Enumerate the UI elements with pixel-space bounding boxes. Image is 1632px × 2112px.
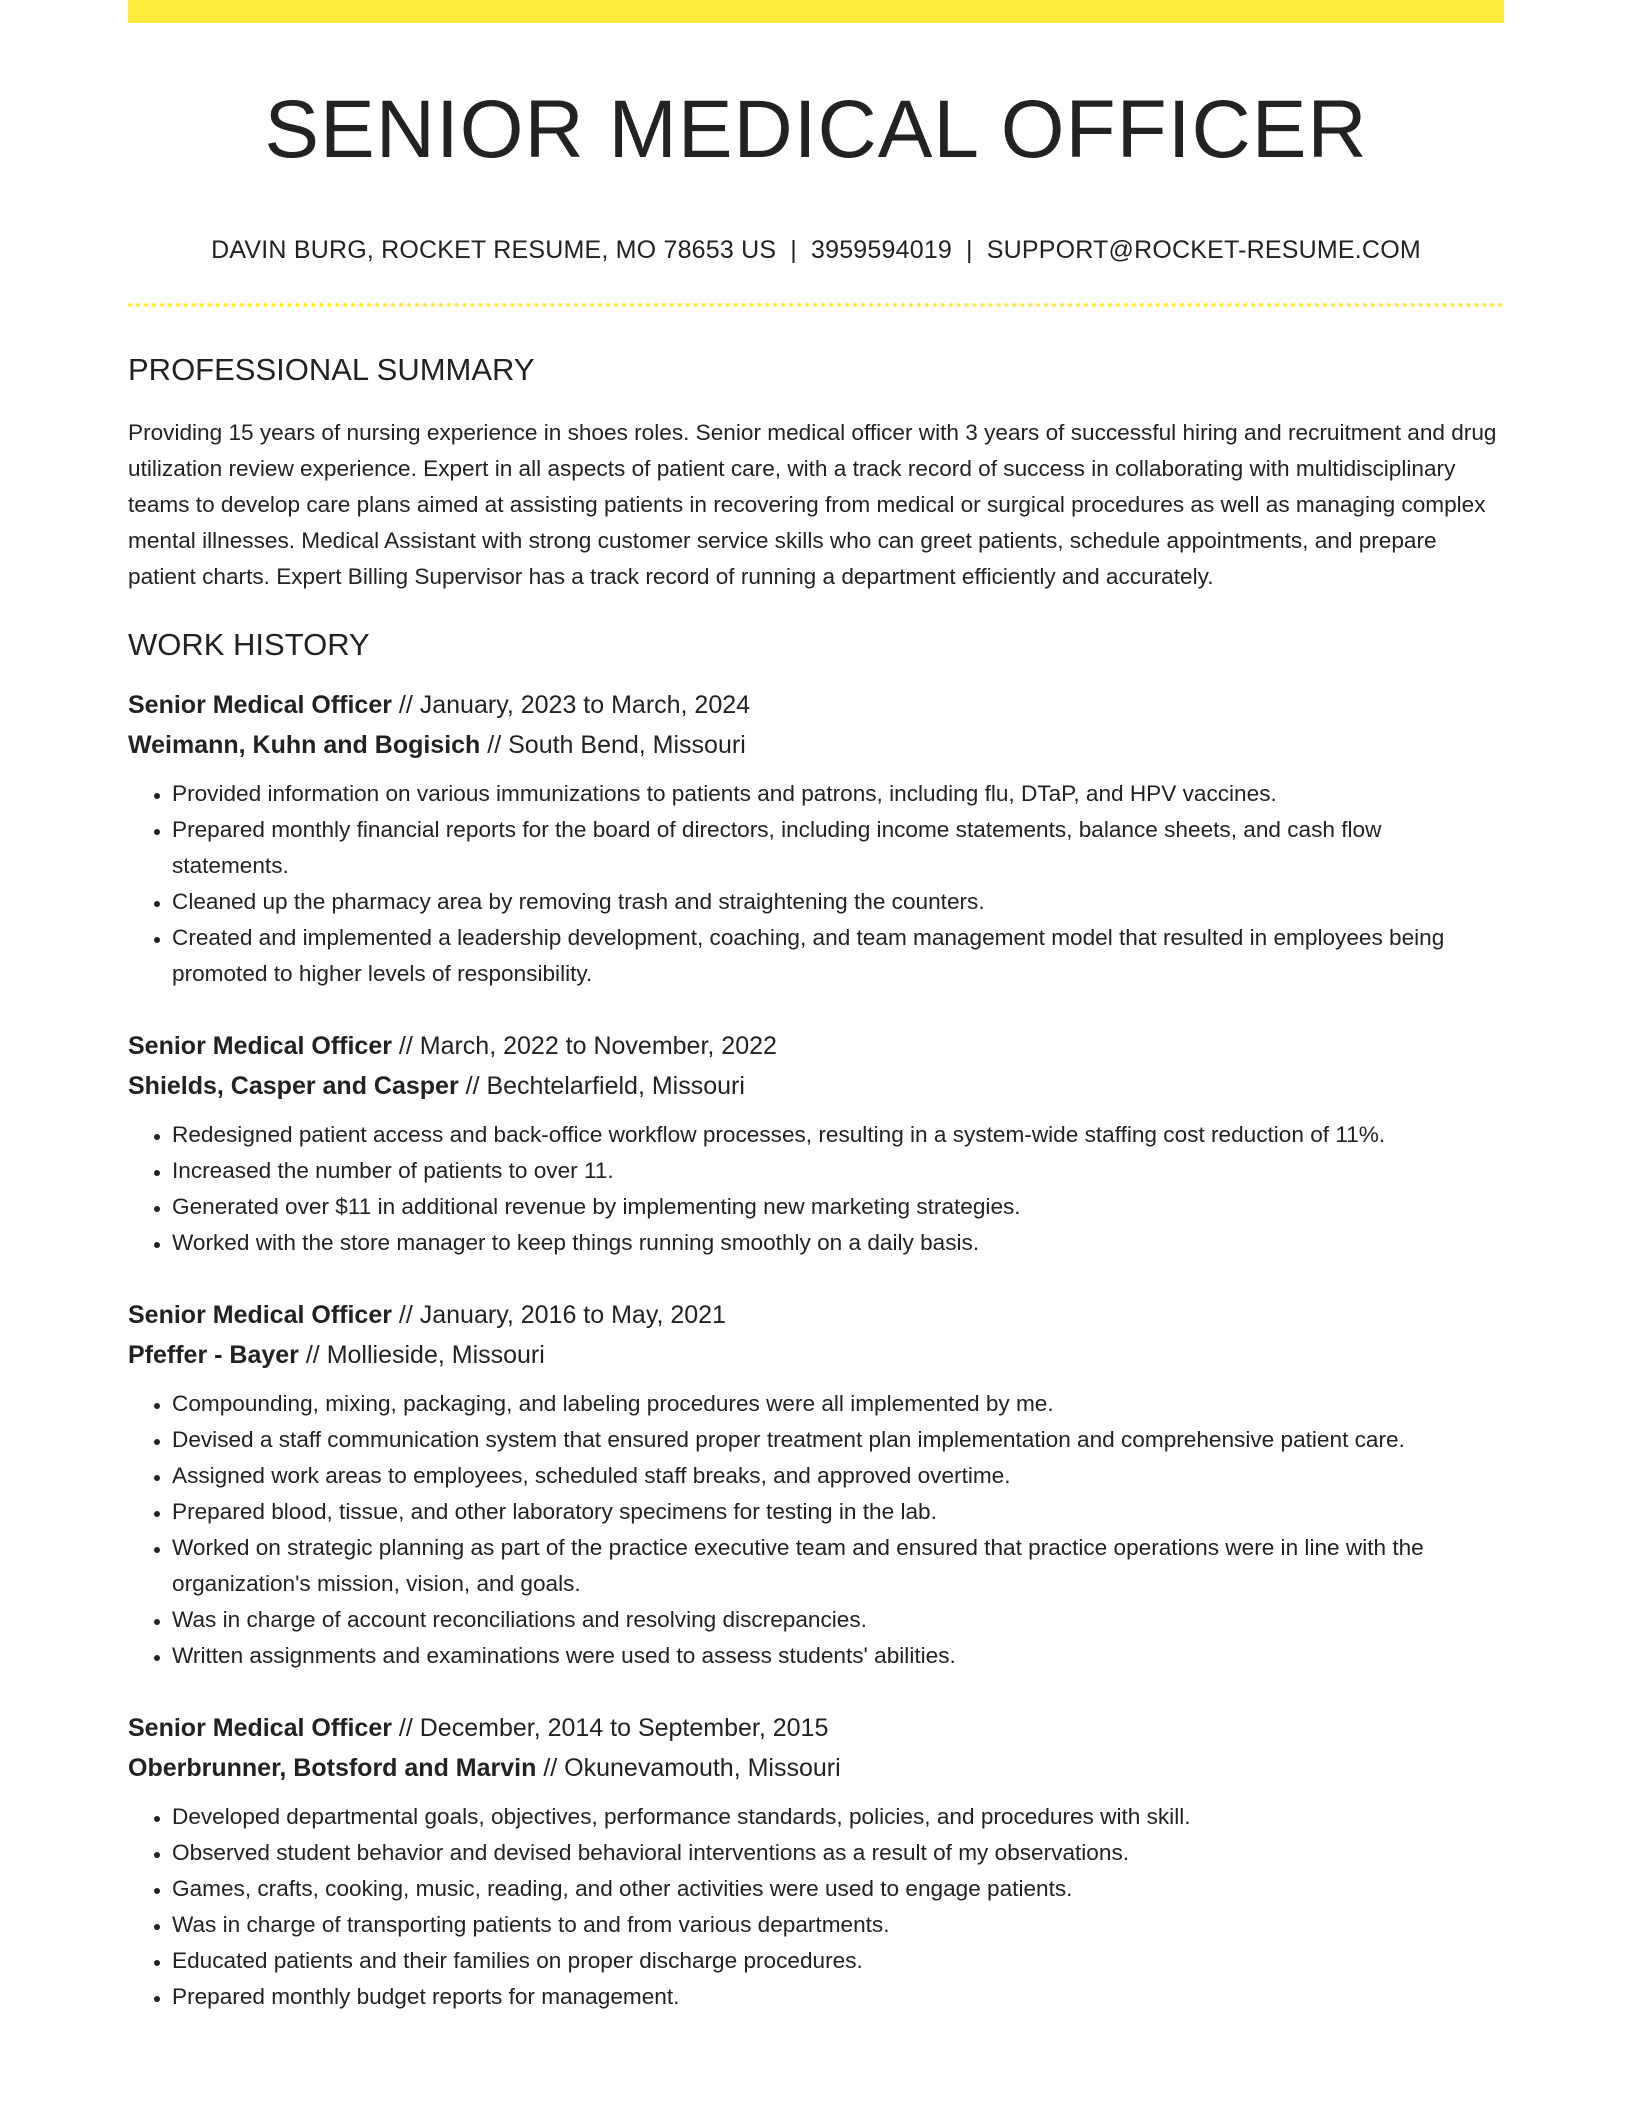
job-company-line	[128, 1335, 1504, 1375]
job-bullet-list	[128, 1386, 1504, 1674]
job-bullet: • Prepared monthly budget reports for management.	[172, 1979, 1504, 2015]
job-entry	[128, 1026, 1504, 1261]
job-title: Senior Medical Officer	[128, 1713, 392, 1742]
job-bullet: • Was in charge of account reconciliations and resolving discrepancies.	[172, 1602, 1504, 1638]
contact-separator: |	[790, 236, 797, 265]
job-title: Senior Medical Officer	[128, 690, 392, 719]
contact-separator: |	[966, 236, 973, 265]
job-bullet: • Redesigned patient access and back-office workflow processes, resulting in a system-wide staffing cost reduction of 11%.	[172, 1117, 1504, 1153]
job-company: Shields, Casper and Casper	[128, 1071, 459, 1100]
job-bullet: • Educated patients and their families on proper discharge procedures.	[172, 1943, 1504, 1979]
job-bullet: • Prepared blood, tissue, and other laboratory specimens for testing in the lab.	[172, 1494, 1504, 1530]
job-bullet: • Observed student behavior and devised behavioral interventions as a result of my observations.	[172, 1835, 1504, 1871]
job-dates: // January, 2023 to March, 2024	[391, 690, 751, 719]
job-bullet: • Generated over $11 in additional revenue by implementing new marketing strategies.	[172, 1189, 1504, 1225]
job-entry	[128, 1708, 1504, 2015]
work-history-list	[128, 685, 1504, 2015]
job-bullet: • Worked with the store manager to keep things running smoothly on a daily basis.	[172, 1225, 1504, 1261]
job-bullet: • Compounding, mixing, packaging, and labeling procedures were all implemented by me.	[172, 1386, 1504, 1422]
job-company: Pfeffer - Bayer	[128, 1340, 299, 1369]
job-bullet-list	[128, 776, 1504, 992]
job-bullet: • Created and implemented a leadership development, coaching, and team management model that resulted in employees being promoted to higher levels of responsibility.	[172, 920, 1504, 992]
job-dates: // January, 2016 to May, 2021	[391, 1300, 726, 1329]
job-bullet: • Games, crafts, cooking, music, reading, and other activities were used to engage patients.	[172, 1871, 1504, 1907]
job-bullet-list	[128, 1117, 1504, 1261]
job-bullet-list	[128, 1799, 1504, 2015]
job-company-line	[128, 725, 1504, 765]
job-location: // Bechtelarfield, Missouri	[458, 1071, 745, 1100]
job-location: // Mollieside, Missouri	[298, 1340, 545, 1369]
contact-line	[128, 235, 1504, 265]
job-bullet: • Was in charge of transporting patients to and from various departments.	[172, 1907, 1504, 1943]
job-company: Oberbrunner, Botsford and Marvin	[128, 1753, 537, 1782]
job-bullet: • Written assignments and examinations were used to assess students' abilities.	[172, 1638, 1504, 1674]
accent-top-bar	[128, 0, 1504, 23]
contact-address: DAVIN BURG, ROCKET RESUME, MO 78653 US	[211, 236, 777, 265]
job-entry	[128, 1295, 1504, 1674]
job-title-line	[128, 1026, 1504, 1066]
job-title: Senior Medical Officer	[128, 1031, 392, 1060]
job-bullet: • Provided information on various immunizations to patients and patrons, including flu, DTaP, and HPV vaccines.	[172, 776, 1504, 812]
resume-page	[128, 0, 1504, 2015]
dotted-divider	[128, 303, 1504, 307]
summary-text: Providing 15 years of nursing experience in shoes roles. Senior medical officer with 3 years of successful hiring and recruitment and drug utilization review experience. Expert in all aspects of patient care, with a track record of success in collaborating with multidisciplinary teams to develop care plans aimed at assisting patients in recovering from medical or surgical procedures as well as managing complex mental illnesses. Medical Assistant with strong customer service skills who can greet patients, schedule appointments, and prepare patient charts. Expert Billing Supervisor has a track record of running a department efficiently and accurately.	[128, 420, 1497, 590]
job-entry	[128, 685, 1504, 992]
job-bullet: • Prepared monthly financial reports for the board of directors, including income statements, balance sheets, and cash flow statements.	[172, 812, 1504, 884]
job-bullet: • Increased the number of patients to over 11.	[172, 1153, 1504, 1189]
job-title-line	[128, 1708, 1504, 1748]
job-bullet: • Assigned work areas to employees, scheduled staff breaks, and approved overtime.	[172, 1458, 1504, 1494]
job-bullet: • Worked on strategic planning as part of the practice executive team and ensured that practice operations were in line with the organization's mission, vision, and goals.	[172, 1530, 1504, 1602]
job-location: // South Bend, Missouri	[480, 730, 746, 759]
job-company: Weimann, Kuhn and Bogisich	[128, 730, 481, 759]
job-location: // Okunevamouth, Missouri	[536, 1753, 841, 1782]
work-history-heading: WORK HISTORY	[128, 627, 370, 663]
job-bullet: • Cleaned up the pharmacy area by removing trash and straightening the counters.	[172, 884, 1504, 920]
job-dates: // December, 2014 to September, 2015	[391, 1713, 829, 1742]
job-dates: // March, 2022 to November, 2022	[391, 1031, 777, 1060]
contact-phone: 3959594019	[810, 236, 953, 265]
job-company-line	[128, 1066, 1504, 1106]
contact-email: SUPPORT@ROCKET-RESUME.COM	[986, 236, 1421, 265]
summary-heading: PROFESSIONAL SUMMARY	[128, 352, 535, 388]
job-bullet: • Developed departmental goals, objectives, performance standards, policies, and procedures with skill.	[172, 1799, 1504, 1835]
job-title-line	[128, 1295, 1504, 1335]
job-bullet: • Devised a staff communication system that ensured proper treatment plan implementation and comprehensive patient care.	[172, 1422, 1504, 1458]
job-company-line	[128, 1748, 1504, 1788]
job-title-line	[128, 685, 1504, 725]
job-title: Senior Medical Officer	[128, 1300, 392, 1329]
resume-title: SENIOR MEDICAL OFFICER	[264, 84, 1368, 175]
